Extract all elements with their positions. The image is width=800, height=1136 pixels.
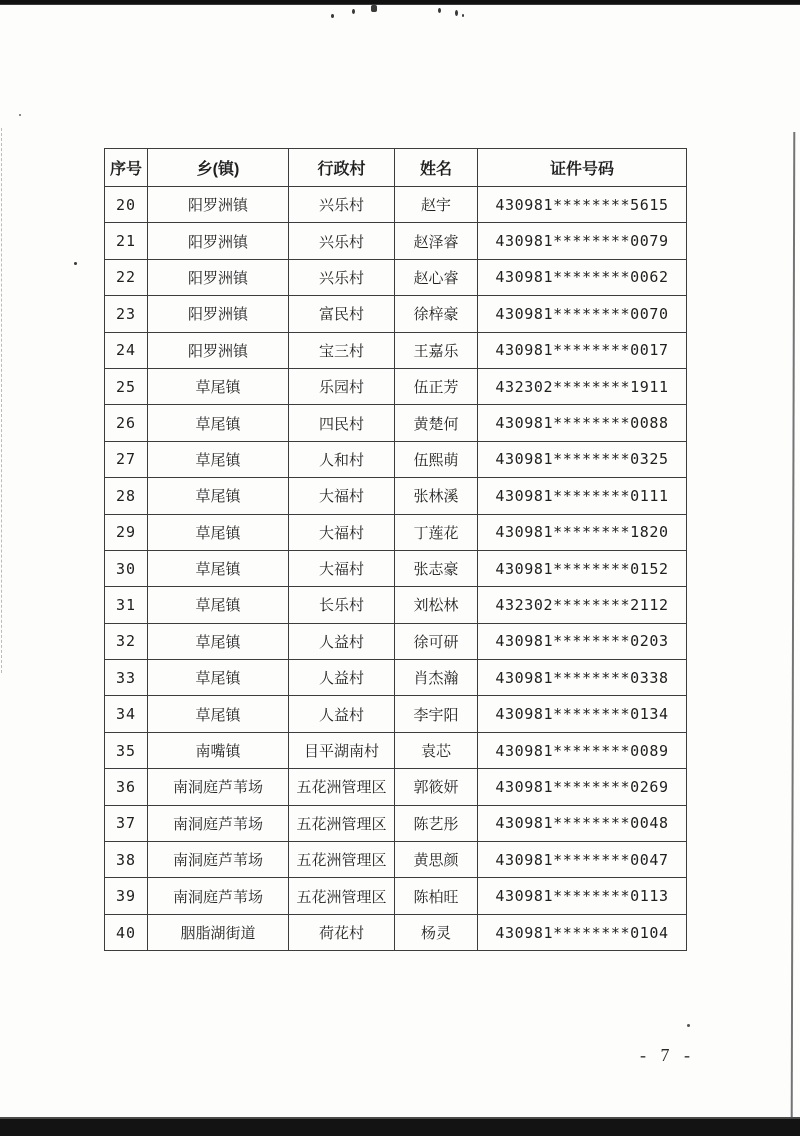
cell-village: 五花洲管理区 <box>289 805 395 841</box>
cell-id-number: 430981********1820 <box>478 514 687 550</box>
cell-township: 草尾镇 <box>148 623 289 659</box>
cell-id-number: 430981********0088 <box>478 405 687 441</box>
scan-speck <box>331 14 334 18</box>
table-row <box>105 332 687 368</box>
cell-index: 33 <box>105 660 148 696</box>
cell-name: 伍熙萌 <box>395 441 478 477</box>
column-header: 姓名 <box>395 149 478 187</box>
cell-name: 刘松林 <box>395 587 478 623</box>
scan-speck <box>74 262 77 265</box>
table-row <box>105 478 687 514</box>
cell-index: 40 <box>105 914 148 950</box>
cell-name: 陈艺彤 <box>395 805 478 841</box>
cell-township: 胭脂湖街道 <box>148 914 289 950</box>
table-row <box>105 296 687 332</box>
cell-name: 张林溪 <box>395 478 478 514</box>
cell-village: 五花洲管理区 <box>289 842 395 878</box>
cell-village: 大福村 <box>289 478 395 514</box>
cell-name: 袁芯 <box>395 732 478 768</box>
cell-id-number: 430981********0203 <box>478 623 687 659</box>
cell-township: 阳罗洲镇 <box>148 187 289 223</box>
cell-village: 兴乐村 <box>289 223 395 259</box>
cell-township: 草尾镇 <box>148 441 289 477</box>
table-row <box>105 441 687 477</box>
cell-township: 南洞庭芦苇场 <box>148 769 289 805</box>
table-row <box>105 187 687 223</box>
cell-village: 五花洲管理区 <box>289 769 395 805</box>
cell-village: 长乐村 <box>289 587 395 623</box>
cell-village: 荷花村 <box>289 914 395 950</box>
cell-id-number: 430981********0134 <box>478 696 687 732</box>
scan-speck <box>352 9 355 14</box>
cell-township: 南洞庭芦苇场 <box>148 878 289 914</box>
cell-village: 人益村 <box>289 660 395 696</box>
cell-name: 郭筱妍 <box>395 769 478 805</box>
cell-id-number: 432302********1911 <box>478 368 687 404</box>
cell-township: 草尾镇 <box>148 514 289 550</box>
cell-id-number: 430981********0104 <box>478 914 687 950</box>
table-row <box>105 696 687 732</box>
cell-name: 杨灵 <box>395 914 478 950</box>
cell-index: 27 <box>105 441 148 477</box>
column-header: 行政村 <box>289 149 395 187</box>
cell-id-number: 430981********0079 <box>478 223 687 259</box>
table-row <box>105 878 687 914</box>
cell-index: 24 <box>105 332 148 368</box>
cell-id-number: 430981********0113 <box>478 878 687 914</box>
cell-name: 李宇阳 <box>395 696 478 732</box>
cell-township: 南洞庭芦苇场 <box>148 842 289 878</box>
cell-id-number: 430981********0048 <box>478 805 687 841</box>
column-header: 证件号码 <box>478 149 687 187</box>
roster-table-header <box>105 149 687 187</box>
cell-township: 草尾镇 <box>148 696 289 732</box>
table-row <box>105 805 687 841</box>
cell-index: 38 <box>105 842 148 878</box>
cell-index: 35 <box>105 732 148 768</box>
table-row <box>105 623 687 659</box>
cell-id-number: 430981********0047 <box>478 842 687 878</box>
cell-village: 人和村 <box>289 441 395 477</box>
table-row <box>105 259 687 295</box>
scan-speck <box>371 5 377 12</box>
cell-id-number: 430981********0325 <box>478 441 687 477</box>
cell-township: 草尾镇 <box>148 368 289 404</box>
cell-name: 张志豪 <box>395 550 478 586</box>
cell-township: 草尾镇 <box>148 405 289 441</box>
roster-table-body <box>105 187 687 951</box>
cell-id-number: 430981********0338 <box>478 660 687 696</box>
cell-township: 草尾镇 <box>148 550 289 586</box>
cell-index: 21 <box>105 223 148 259</box>
cell-name: 徐梓豪 <box>395 296 478 332</box>
cell-township: 阳罗洲镇 <box>148 332 289 368</box>
cell-name: 赵泽睿 <box>395 223 478 259</box>
header-row <box>105 149 687 187</box>
cell-village: 兴乐村 <box>289 187 395 223</box>
cell-township: 草尾镇 <box>148 660 289 696</box>
cell-index: 31 <box>105 587 148 623</box>
cell-id-number: 432302********2112 <box>478 587 687 623</box>
cell-township: 南洞庭芦苇场 <box>148 805 289 841</box>
table-row <box>105 223 687 259</box>
table-row <box>105 769 687 805</box>
cell-village: 四民村 <box>289 405 395 441</box>
cell-township: 草尾镇 <box>148 478 289 514</box>
cell-index: 23 <box>105 296 148 332</box>
cell-id-number: 430981********0152 <box>478 550 687 586</box>
cell-id-number: 430981********5615 <box>478 187 687 223</box>
cell-name: 伍正芳 <box>395 368 478 404</box>
table-row <box>105 514 687 550</box>
cell-index: 28 <box>105 478 148 514</box>
cell-village: 人益村 <box>289 696 395 732</box>
cell-name: 王嘉乐 <box>395 332 478 368</box>
cell-name: 丁莲花 <box>395 514 478 550</box>
cell-index: 25 <box>105 368 148 404</box>
cell-township: 草尾镇 <box>148 587 289 623</box>
cell-index: 34 <box>105 696 148 732</box>
cell-village: 五花洲管理区 <box>289 878 395 914</box>
table-row <box>105 660 687 696</box>
cell-id-number: 430981********0089 <box>478 732 687 768</box>
cell-index: 32 <box>105 623 148 659</box>
cell-village: 人益村 <box>289 623 395 659</box>
table-row <box>105 914 687 950</box>
cell-village: 乐园村 <box>289 368 395 404</box>
cell-village: 富民村 <box>289 296 395 332</box>
cell-id-number: 430981********0269 <box>478 769 687 805</box>
roster-table <box>104 148 687 951</box>
cell-name: 黄思颜 <box>395 842 478 878</box>
cell-name: 赵心睿 <box>395 259 478 295</box>
cell-index: 20 <box>105 187 148 223</box>
scan-speck <box>687 1024 690 1027</box>
scan-speck <box>455 10 458 16</box>
table-row <box>105 368 687 404</box>
cell-name: 肖杰瀚 <box>395 660 478 696</box>
cell-name: 赵宇 <box>395 187 478 223</box>
cell-index: 36 <box>105 769 148 805</box>
cell-village: 兴乐村 <box>289 259 395 295</box>
cell-township: 阳罗洲镇 <box>148 223 289 259</box>
scan-edge-top <box>0 0 800 6</box>
table-row <box>105 550 687 586</box>
cell-village: 大福村 <box>289 514 395 550</box>
cell-id-number: 430981********0111 <box>478 478 687 514</box>
column-header: 序号 <box>105 149 148 187</box>
scan-speck <box>462 14 464 17</box>
cell-index: 26 <box>105 405 148 441</box>
cell-index: 39 <box>105 878 148 914</box>
cell-village: 大福村 <box>289 550 395 586</box>
cell-index: 22 <box>105 259 148 295</box>
scan-edge-left <box>1 128 2 673</box>
scan-speck <box>19 114 21 116</box>
scan-edge-right <box>791 132 796 1117</box>
cell-index: 30 <box>105 550 148 586</box>
table-row <box>105 732 687 768</box>
cell-township: 阳罗洲镇 <box>148 296 289 332</box>
column-header: 乡(镇) <box>148 149 289 187</box>
scan-edge-bottom <box>0 1117 800 1136</box>
scan-speck <box>438 8 441 13</box>
cell-name: 徐可研 <box>395 623 478 659</box>
cell-village: 宝三村 <box>289 332 395 368</box>
cell-name: 黄楚何 <box>395 405 478 441</box>
table-row <box>105 587 687 623</box>
table-row <box>105 842 687 878</box>
cell-id-number: 430981********0062 <box>478 259 687 295</box>
cell-index: 29 <box>105 514 148 550</box>
cell-township: 阳罗洲镇 <box>148 259 289 295</box>
cell-township: 南嘴镇 <box>148 732 289 768</box>
page-number: - 7 - <box>640 1045 695 1065</box>
cell-name: 陈柏旺 <box>395 878 478 914</box>
cell-id-number: 430981********0017 <box>478 332 687 368</box>
table-row <box>105 405 687 441</box>
cell-index: 37 <box>105 805 148 841</box>
cell-village: 目平湖南村 <box>289 732 395 768</box>
cell-id-number: 430981********0070 <box>478 296 687 332</box>
